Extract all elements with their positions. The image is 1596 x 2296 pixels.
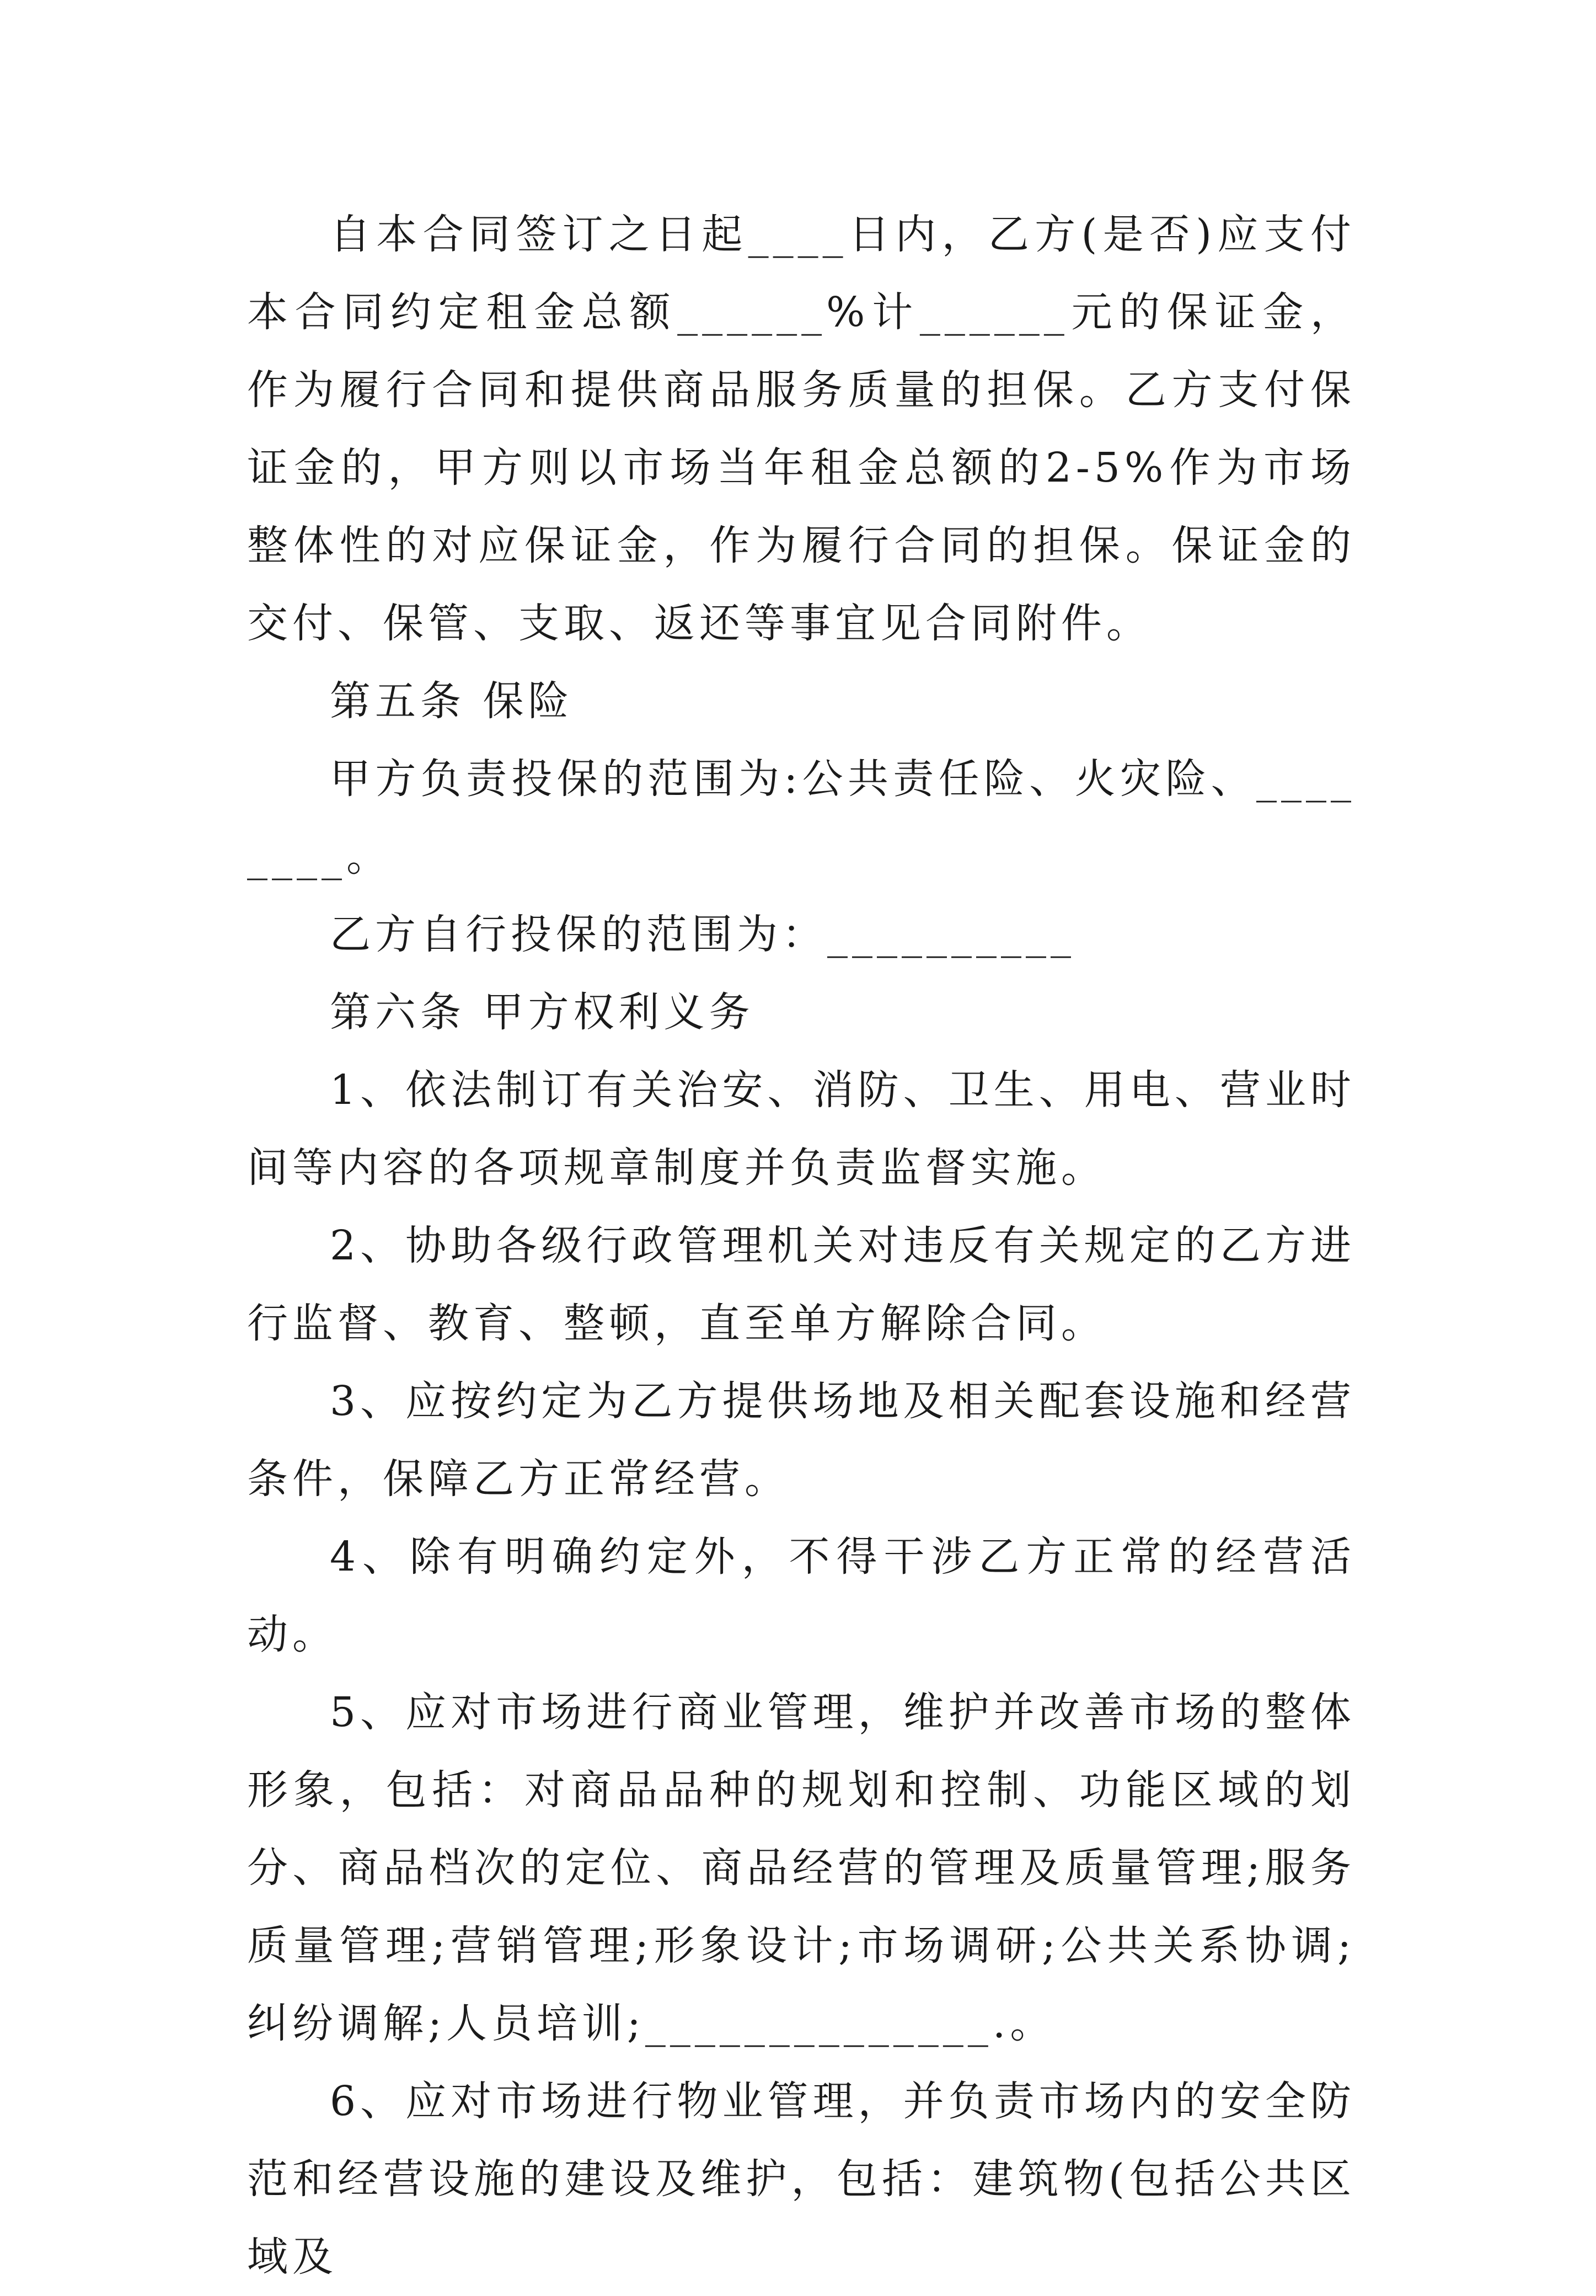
- list-item-4: 4、除有明确约定外，不得干涉乙方正常的经营活动。: [247, 1533, 1356, 1658]
- heading-article-6-party-a-rights: 第六条 甲方权利义务: [330, 989, 754, 1036]
- heading-article-5-insurance: 第五条 保险: [330, 677, 574, 725]
- list-item-6: 6、应对市场进行物业管理，并负责市场内的安全防范和经营设施的建设及维护，包括：建筑物(包括公共区域及: [247, 2078, 1356, 2281]
- list-item-1: 1、依法制订有关治安、消防、卫生、用电、营业时间等内容的各项规章制度并负责监督实施。: [247, 1066, 1356, 1192]
- document-body: [247, 196, 1356, 2296]
- list-item-2: 2、协助各级行政管理机关对违反有关规定的乙方进行监督、教育、整顿，直至单方解除合同。: [247, 1222, 1356, 1347]
- paragraph-deposit: 自本合同签订之日起____日内，乙方(是否)应支付本合同约定租金总额______%计______元的保证金，作为履行合同和提供商品服务质量的担保。乙方支付保证金的，甲方则以市场当年租金总额的2-5%作为市场整体性的对应保证金，作为履行合同的担保。保证金的交付、保管、支取、返还等事宜见合同附件。: [247, 211, 1356, 647]
- list-item-5: 5、应对市场进行商业管理，维护并改善市场的整体形象，包括：对商品品种的规划和控制、功能区域的划分、商品档次的定位、商品经营的管理及质量管理;服务质量管理;营销管理;形象设计;市场调研;公共关系协调;纠纷调解;人员培训;______________.。: [247, 1689, 1356, 2047]
- list-item-3: 3、应按约定为乙方提供场地及相关配套设施和经营条件，保障乙方正常经营。: [247, 1377, 1356, 1503]
- paragraph-party-b-insurance-scope: 乙方自行投保的范围为：__________: [330, 911, 1075, 958]
- paragraph-party-a-insurance-scope: 甲方负责投保的范围为:公共责任险、火灾险、________。: [247, 755, 1356, 880]
